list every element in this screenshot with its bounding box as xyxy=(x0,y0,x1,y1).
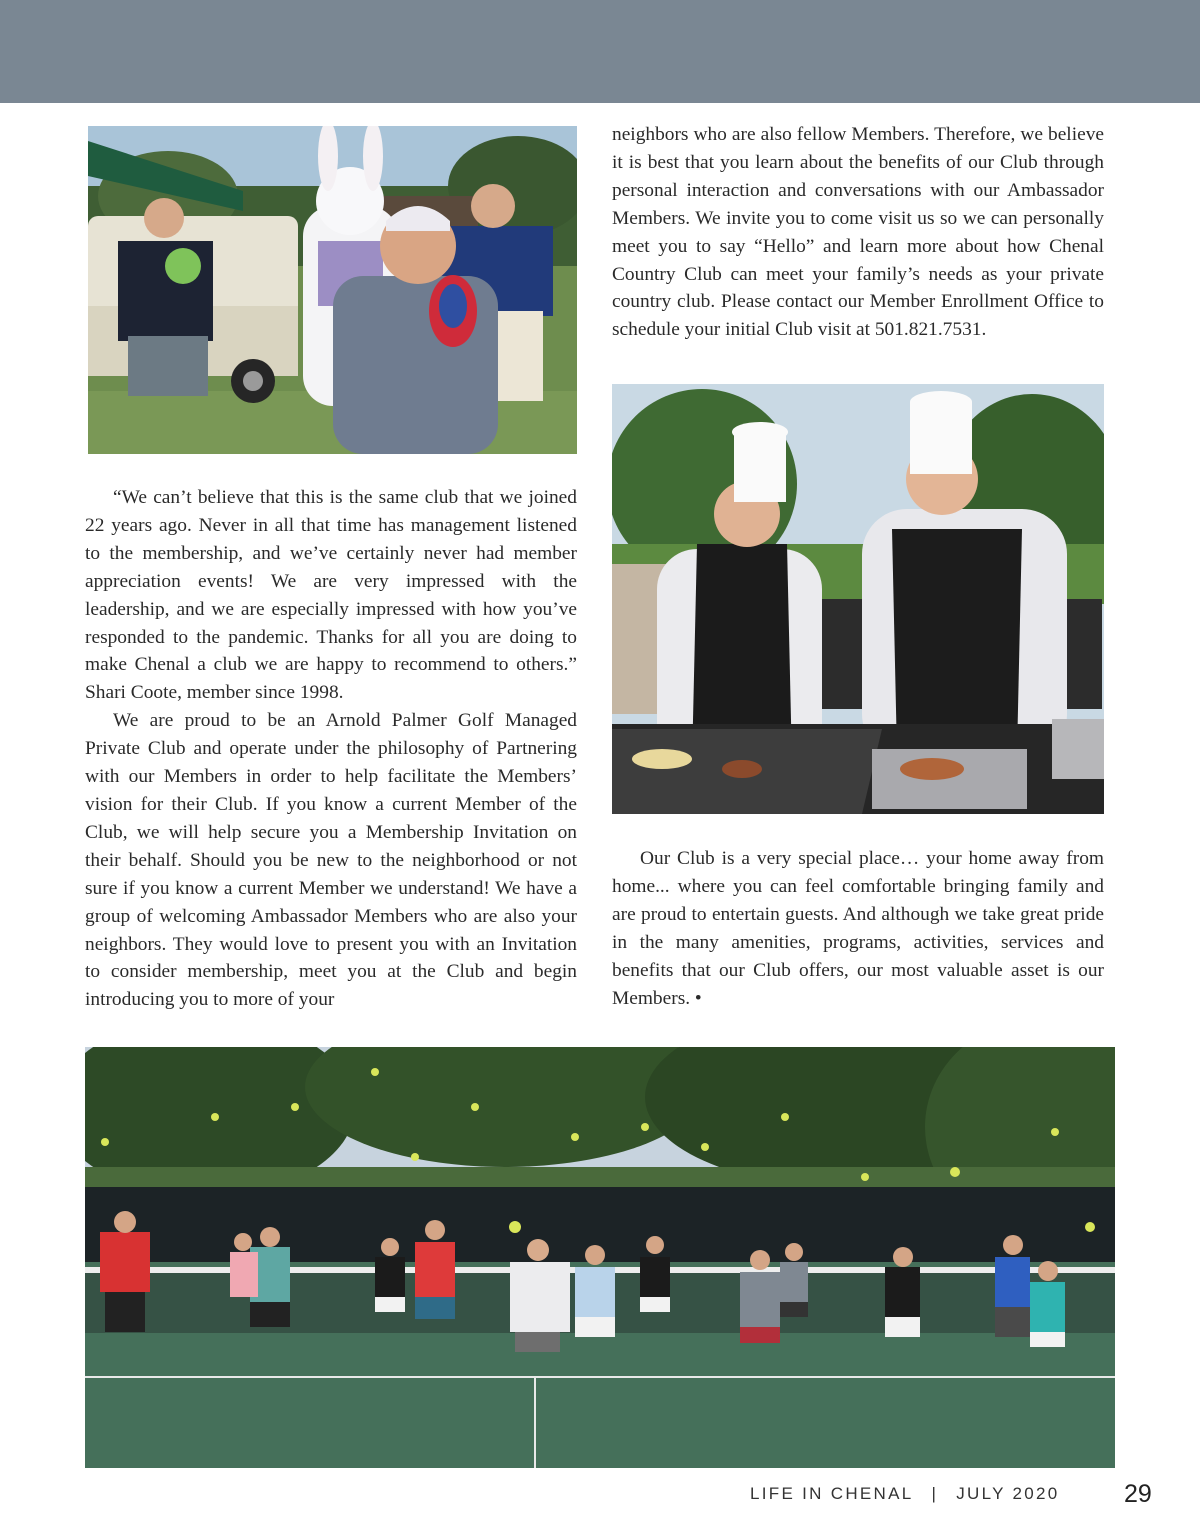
chefs-grilling-photo xyxy=(612,384,1104,814)
arnold-palmer-paragraph: We are proud to be an Arnold Palmer Golf Managed Private Club and operate under the philosophy of Partnering with our Members in order to help facilitate the Members’ vision for their Club. If you know a current Member of the Club, we will help secure you a Membership Invitation on their behalf. Should you be new to the neighborhood or not sure if you know a current Member we understand! We have a group of welcoming Ambassador Members who are also your neighbors. They would love to present you with an Invitation to consider membership, meet you at the Club and begin introducing you to more of your xyxy=(85,710,577,1011)
paragraph-visit-invitation: neighbors who are also fellow Members. Therefore, we believe it is best that you learn about the benefits of our Club through personal interaction and conversations with our Ambassador Members. We invite you to come visit us so we can personally meet you to say “Hello” and learn more about how Chenal Country Club can meet your family’s needs as your private country club. Please contact our Member Enrollment Office to schedule your initial Club visit at 501.821.7531. xyxy=(612,124,1104,341)
closing-paragraph: Our Club is a very special place… your home away from home... where you can feel comfortable bringing family and are proud to entertain guests. And although we take great pride in the many amenities, programs, activities, services and benefits that our Club offers, our most valuable asset is our Members. • xyxy=(612,848,1104,1009)
issue-date: JULY 2020 xyxy=(956,1484,1060,1503)
page-number: 29 xyxy=(1124,1480,1152,1508)
article-column-left xyxy=(85,484,577,1014)
member-quote-paragraph: “We can’t believe that this is the same club that we joined 22 years ago. Never in all that time has management listened to the membership, and we’ve certainly never had member appreciation events! We are very impressed with the leadership, and we are especially impressed with how you’ve responded to the pandemic. Thanks for all you are doing to make Chenal a club we are happy to recommend to others.” Shari Coote, member since 1998. xyxy=(85,487,577,704)
tennis-camp-group-photo xyxy=(85,1047,1115,1468)
article-column-right-top xyxy=(612,121,1104,344)
page-footer xyxy=(750,1484,1059,1504)
publication-name: LIFE IN CHENAL xyxy=(750,1484,914,1503)
footer-separator: | xyxy=(931,1484,939,1503)
article-column-right-bottom xyxy=(612,845,1104,1012)
header-band xyxy=(0,0,1200,103)
easter-bunny-pickleball-photo xyxy=(88,126,577,454)
